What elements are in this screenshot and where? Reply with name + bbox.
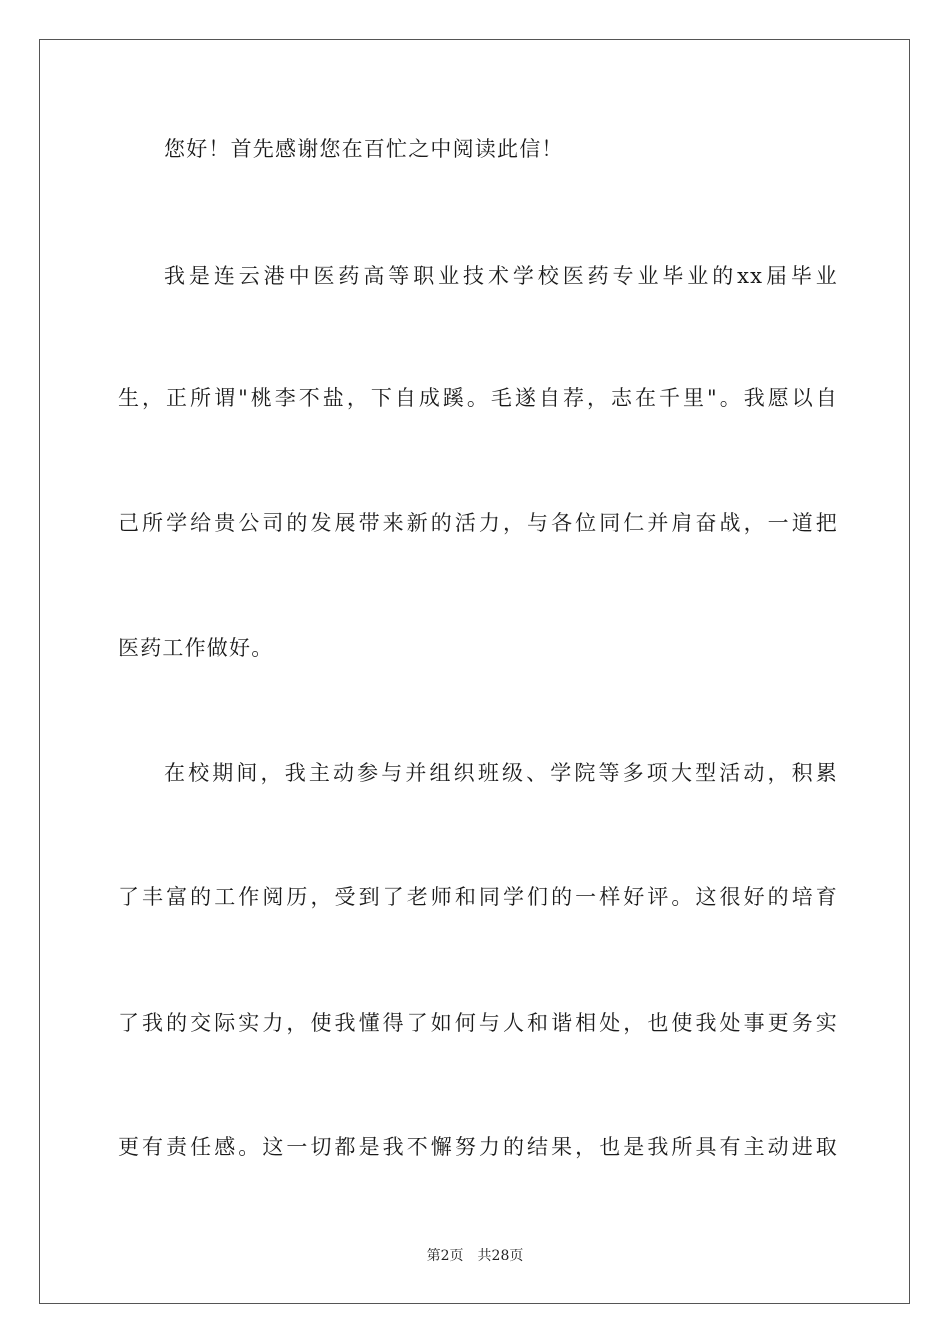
page-total: 共28页 (477, 1248, 524, 1264)
paragraph-1-line-4: 医药工作做好。 (118, 636, 274, 660)
page-footer (0, 1247, 950, 1265)
paragraph-2-line-1: 在校期间，我主动参与并组织班级、学院等多项大型活动，积累 (164, 761, 838, 785)
paragraph-2-line-3: 了我的交际实力，使我懂得了如何与人和谐相处，也使我处事更务实 (118, 1011, 838, 1035)
page-border (39, 39, 910, 1304)
paragraph-1-line-1: 我是连云港中医药高等职业技术学校医药专业毕业的xx届毕业 (164, 264, 838, 288)
paragraph-2-line-2: 了丰富的工作阅历，受到了老师和同学们的一样好评。这很好的培育 (118, 885, 838, 909)
page-number: 第2页 (426, 1248, 464, 1264)
paragraph-1-line-3: 己所学给贵公司的发展带来新的活力，与各位同仁并肩奋战，一道把 (118, 511, 838, 535)
greeting-line: 您好！首先感谢您在百忙之中阅读此信！ (164, 137, 564, 161)
paragraph-2-line-4: 更有责任感。这一切都是我不懈努力的结果，也是我所具有主动进取 (118, 1135, 838, 1159)
paragraph-1-line-2: 生，正所谓"桃李不盐，下自成蹊。毛遂自荐，志在千里"。我愿以自 (118, 386, 838, 410)
